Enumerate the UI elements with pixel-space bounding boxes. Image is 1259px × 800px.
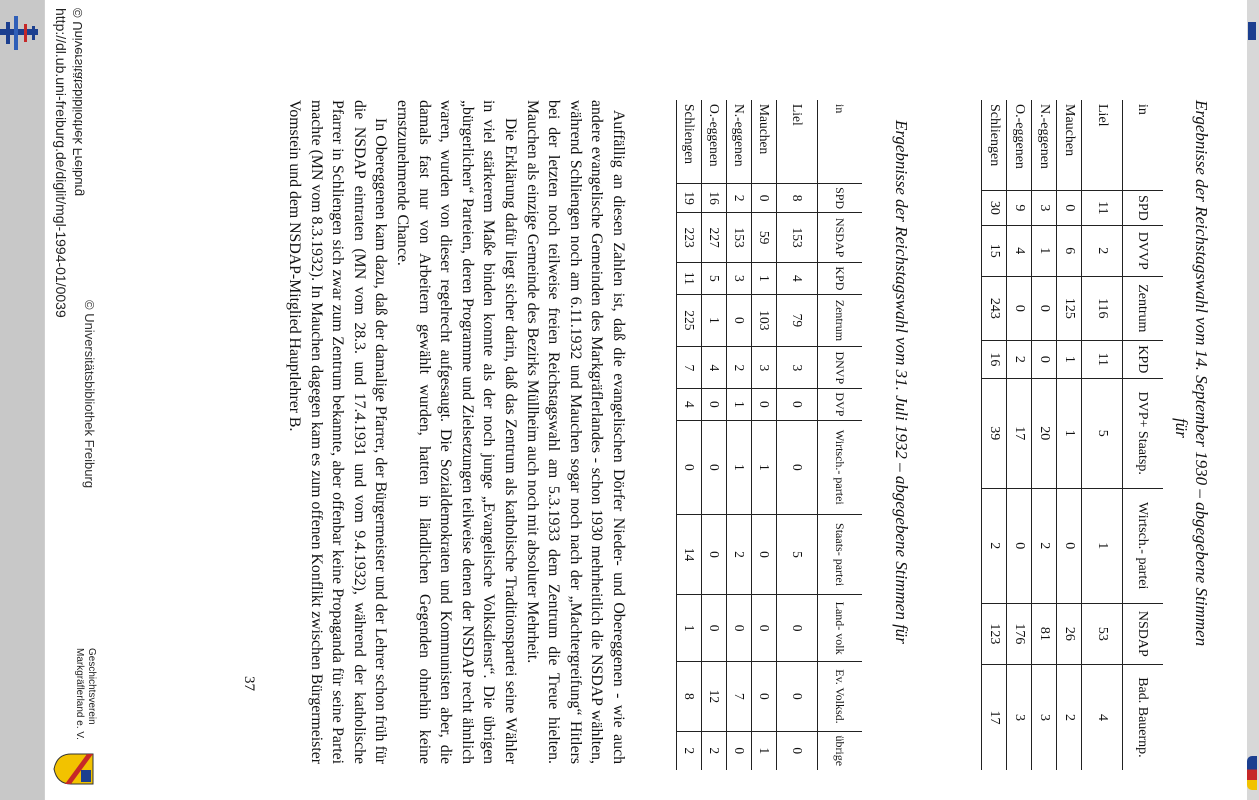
- column-header: KPD: [818, 263, 863, 294]
- viewer-left-margin: [0, 0, 44, 800]
- table-header-row: [1123, 100, 1164, 770]
- paragraph: Auffällig an diesen Zahlen ist, daß die evangelischen Dörfer Nieder- und Obereggenen - wie auch andere evangelische Gemeinden des Markgräflerlandes - schon 1930 mehrheitlich die NSDAP wählten, während Schliengen noch am 6.11.1932 und Mauchen sogar noch nach der „Machtergreifung“ Hitlers bei der letzten noch teilweise freien Reichstagswahl am 5.3.1933 dem Zentrum die Treue hielten. Mauchen als einzige Gemeinde des Bezirks Müllheim auch noch mit absoluter Mehrheit.: [523, 100, 627, 764]
- table1-caption-for: für: [1172, 418, 1191, 438]
- vote-count-cell: 0: [702, 594, 727, 661]
- vote-count-cell: 0: [1057, 190, 1082, 225]
- table-row: [982, 100, 1007, 770]
- vote-count-cell: 1: [752, 263, 777, 294]
- column-header: Zentrum: [1123, 276, 1164, 340]
- vote-count-cell: 2: [1057, 664, 1082, 770]
- vote-count-cell: 0: [702, 515, 727, 595]
- vote-count-cell: 2: [727, 515, 752, 595]
- vote-count-cell: 0: [677, 420, 702, 515]
- body-text: [284, 100, 630, 764]
- vote-count-cell: 16: [982, 340, 1007, 378]
- next-page-coat-of-arms-fragment: [1247, 756, 1257, 790]
- vote-count-cell: 1: [752, 731, 777, 770]
- municipality-cell: Schliengen: [982, 100, 1007, 190]
- copyright-notice: © Universitätsbibliothek Freiburg: [70, 8, 85, 197]
- vote-count-cell: 1: [677, 594, 702, 661]
- column-header: Ev. Volksd.: [818, 662, 863, 731]
- vote-count-cell: 12: [702, 662, 727, 731]
- vote-count-cell: 0: [777, 420, 818, 515]
- table2-caption: Ergebnisse der Reichstagswahl vom 31. Juli 1932 – abgegebene Stimmen für: [892, 120, 911, 644]
- vote-count-cell: 2: [677, 731, 702, 770]
- vote-count-cell: 0: [1057, 488, 1082, 603]
- brand-notice: © Universitätsbibliothek Freiburg: [82, 300, 97, 489]
- table-row: [727, 100, 752, 770]
- vote-count-cell: 2: [1032, 488, 1057, 603]
- vote-count-cell: 59: [752, 212, 777, 262]
- vote-count-cell: 3: [1032, 664, 1057, 770]
- vote-count-cell: 243: [982, 276, 1007, 340]
- table-row: [1007, 100, 1032, 770]
- table-row: [777, 100, 818, 770]
- document-page: [45, 0, 1247, 800]
- municipality-cell: Liel: [1082, 100, 1123, 190]
- municipality-cell: Liel: [777, 100, 818, 184]
- vote-count-cell: 176: [1007, 603, 1032, 664]
- municipality-cell: O.-eggenen: [1007, 100, 1032, 190]
- vote-count-cell: 0: [752, 594, 777, 661]
- municipality-cell: Schliengen: [677, 100, 702, 184]
- vote-count-cell: 20: [1032, 378, 1057, 488]
- vote-count-cell: 0: [1007, 488, 1032, 603]
- vote-count-cell: 0: [752, 515, 777, 595]
- vote-count-cell: 26: [1057, 603, 1082, 664]
- election-1932-table: [676, 100, 862, 770]
- vote-count-cell: 0: [702, 389, 727, 420]
- vote-count-cell: 153: [777, 212, 818, 262]
- vote-count-cell: 0: [777, 594, 818, 661]
- vote-count-cell: 3: [777, 347, 818, 389]
- municipality-cell: N.-eggenen: [1032, 100, 1057, 190]
- vote-count-cell: 0: [702, 420, 727, 515]
- viewer-right-margin: [1247, 0, 1259, 800]
- vote-count-cell: 0: [1032, 276, 1057, 340]
- column-header: übrige: [818, 731, 863, 770]
- municipality-cell: O.-eggenen: [702, 100, 727, 184]
- vote-count-cell: 3: [752, 347, 777, 389]
- vote-count-cell: 116: [1082, 276, 1123, 340]
- table-row: [752, 100, 777, 770]
- table-corner-label: in: [818, 100, 863, 184]
- table-row: [702, 100, 727, 770]
- column-header: Zentrum: [818, 294, 863, 347]
- column-header: SPD: [1123, 190, 1164, 225]
- vote-count-cell: 7: [727, 662, 752, 731]
- vote-count-cell: 4: [777, 263, 818, 294]
- vote-count-cell: 6: [1057, 225, 1082, 276]
- vote-count-cell: 11: [1082, 340, 1123, 378]
- election-1930-table: [981, 100, 1163, 770]
- vote-count-cell: 3: [1007, 664, 1032, 770]
- vote-count-cell: 7: [677, 347, 702, 389]
- column-header: NSDAP: [1123, 603, 1164, 664]
- vote-count-cell: 79: [777, 294, 818, 347]
- vote-count-cell: 0: [752, 184, 777, 213]
- vote-count-cell: 5: [777, 515, 818, 595]
- vote-count-cell: 1: [752, 420, 777, 515]
- column-header: KPD: [1123, 340, 1164, 378]
- column-header: Bad. Bauernp.: [1123, 664, 1164, 770]
- column-header: Wirtsch.- partei: [1123, 488, 1164, 603]
- column-header: Wirtsch.- partei: [818, 420, 863, 515]
- municipality-cell: Mauchen: [1057, 100, 1082, 190]
- column-header: SPD: [818, 184, 863, 213]
- column-header: NSDAP: [818, 212, 863, 262]
- vote-count-cell: 0: [777, 662, 818, 731]
- column-header: DVVP: [1123, 225, 1164, 276]
- vote-count-cell: 2: [1007, 340, 1032, 378]
- vote-count-cell: 3: [1032, 190, 1057, 225]
- vote-count-cell: 1: [1082, 488, 1123, 603]
- vote-count-cell: 2: [727, 347, 752, 389]
- vote-count-cell: 1: [1057, 378, 1082, 488]
- vote-count-cell: 0: [752, 662, 777, 731]
- municipality-cell: N.-eggenen: [727, 100, 752, 184]
- vote-count-cell: 4: [677, 389, 702, 420]
- table-row: [1082, 100, 1123, 770]
- vote-count-cell: 1: [1032, 225, 1057, 276]
- column-header: Land- volk: [818, 594, 863, 661]
- vote-count-cell: 2: [727, 184, 752, 213]
- column-header: DVP: [818, 389, 863, 420]
- vote-count-cell: 11: [677, 263, 702, 294]
- vote-count-cell: 2: [982, 488, 1007, 603]
- vote-count-cell: 30: [982, 190, 1007, 225]
- vote-count-cell: 1: [727, 420, 752, 515]
- vote-count-cell: 0: [1032, 340, 1057, 378]
- vote-count-cell: 9: [1007, 190, 1032, 225]
- vote-count-cell: 0: [727, 731, 752, 770]
- vote-count-cell: 15: [982, 225, 1007, 276]
- paragraph: In Obereggenen kam dazu, daß der damalige Pfarrer, der Bürgermeister und der Lehrer schon früh für die NSDAP eintraten (MN vom 28.3. und 17.4.1931 und vom 9.4.1932), während der katholische Pfarrer in Schliengen sich zwar zum Zentrum bekannte, aber offenbar keine Propaganda für seine Partei machte (MN vom 8.3.1932). In Mauchen dagegen kam es zum offenen Konflikt zwischen Bürgermeister Vomstein und dem NSDAP-Mitglied Hauptlehrer B.: [286, 100, 390, 764]
- vote-count-cell: 14: [677, 515, 702, 595]
- column-header: DNVP: [818, 347, 863, 389]
- column-header: Staats- partei: [818, 515, 863, 595]
- vote-count-cell: 17: [982, 664, 1007, 770]
- paragraph: Die Erklärung dafür liegt sicher darin, daß das Zentrum als katholische Traditionspartei seine Wähler in viel stärkerem Maße binden konnte als der noch junge „Evangelische Volksdienst“. Die übrigen „bürgerlichen“ Parteien, deren Programme und Zielsetzungen teilweise denen der NSDAP recht ähnlich waren, wurden von dieser regelrecht aufgesaugt. Die Sozialdemokraten und Kommunisten aber, die damals fast nur von Arbeitern gewählt wurden, hatten in ländlichen Gegenden ohnehin keine ernstzunehmende Chance.: [394, 100, 520, 764]
- table-header-row: [818, 100, 863, 770]
- vote-count-cell: 225: [677, 294, 702, 347]
- vote-count-cell: 1: [1057, 340, 1082, 378]
- municipality-cell: Mauchen: [752, 100, 777, 184]
- vote-count-cell: 1: [727, 389, 752, 420]
- vote-count-cell: 0: [752, 389, 777, 420]
- vote-count-cell: 0: [727, 294, 752, 347]
- society-name: Geschichtsverein Markgräflerland e. V.: [74, 648, 97, 740]
- vote-count-cell: 39: [982, 378, 1007, 488]
- vote-count-cell: 223: [677, 212, 702, 262]
- coat-of-arms-icon: [53, 752, 95, 786]
- vote-count-cell: 81: [1032, 603, 1057, 664]
- vote-count-cell: 2: [702, 731, 727, 770]
- vote-count-cell: 53: [1082, 603, 1123, 664]
- digitization-logo-icon: [0, 14, 40, 54]
- vote-count-cell: 19: [677, 184, 702, 213]
- table-row: [677, 100, 702, 770]
- vote-count-cell: 0: [1007, 276, 1032, 340]
- vote-count-cell: 11: [1082, 190, 1123, 225]
- next-page-logo-fragment: [1248, 22, 1256, 40]
- vote-count-cell: 0: [777, 389, 818, 420]
- vote-count-cell: 103: [752, 294, 777, 347]
- table-corner-label: in: [1123, 100, 1164, 190]
- vote-count-cell: 16: [702, 184, 727, 213]
- table-row: [1057, 100, 1082, 770]
- vote-count-cell: 17: [1007, 378, 1032, 488]
- vote-count-cell: 2: [1082, 225, 1123, 276]
- column-header: DVP+ Staatsp.: [1123, 378, 1164, 488]
- vote-count-cell: 8: [677, 662, 702, 731]
- vote-count-cell: 227: [702, 212, 727, 262]
- vote-count-cell: 4: [702, 347, 727, 389]
- vote-count-cell: 0: [777, 731, 818, 770]
- vote-count-cell: 5: [1082, 378, 1123, 488]
- page-number: 37: [241, 676, 257, 691]
- vote-count-cell: 1: [702, 294, 727, 347]
- vote-count-cell: 8: [777, 184, 818, 213]
- vote-count-cell: 5: [702, 263, 727, 294]
- vote-count-cell: 125: [1057, 276, 1082, 340]
- table1-caption: Ergebnisse der Reichstagswahl vom 14. September 1930 – abgegebene Stimmen: [1192, 100, 1211, 647]
- vote-count-cell: 123: [982, 603, 1007, 664]
- vote-count-cell: 153: [727, 212, 752, 262]
- source-url[interactable]: http://dl.ub.uni-freiburg.de/diglit/mgl-1994-01/0039: [53, 8, 69, 318]
- vote-count-cell: 4: [1007, 225, 1032, 276]
- vote-count-cell: 4: [1082, 664, 1123, 770]
- table-row: [1032, 100, 1057, 770]
- vote-count-cell: 3: [727, 263, 752, 294]
- vote-count-cell: 0: [727, 594, 752, 661]
